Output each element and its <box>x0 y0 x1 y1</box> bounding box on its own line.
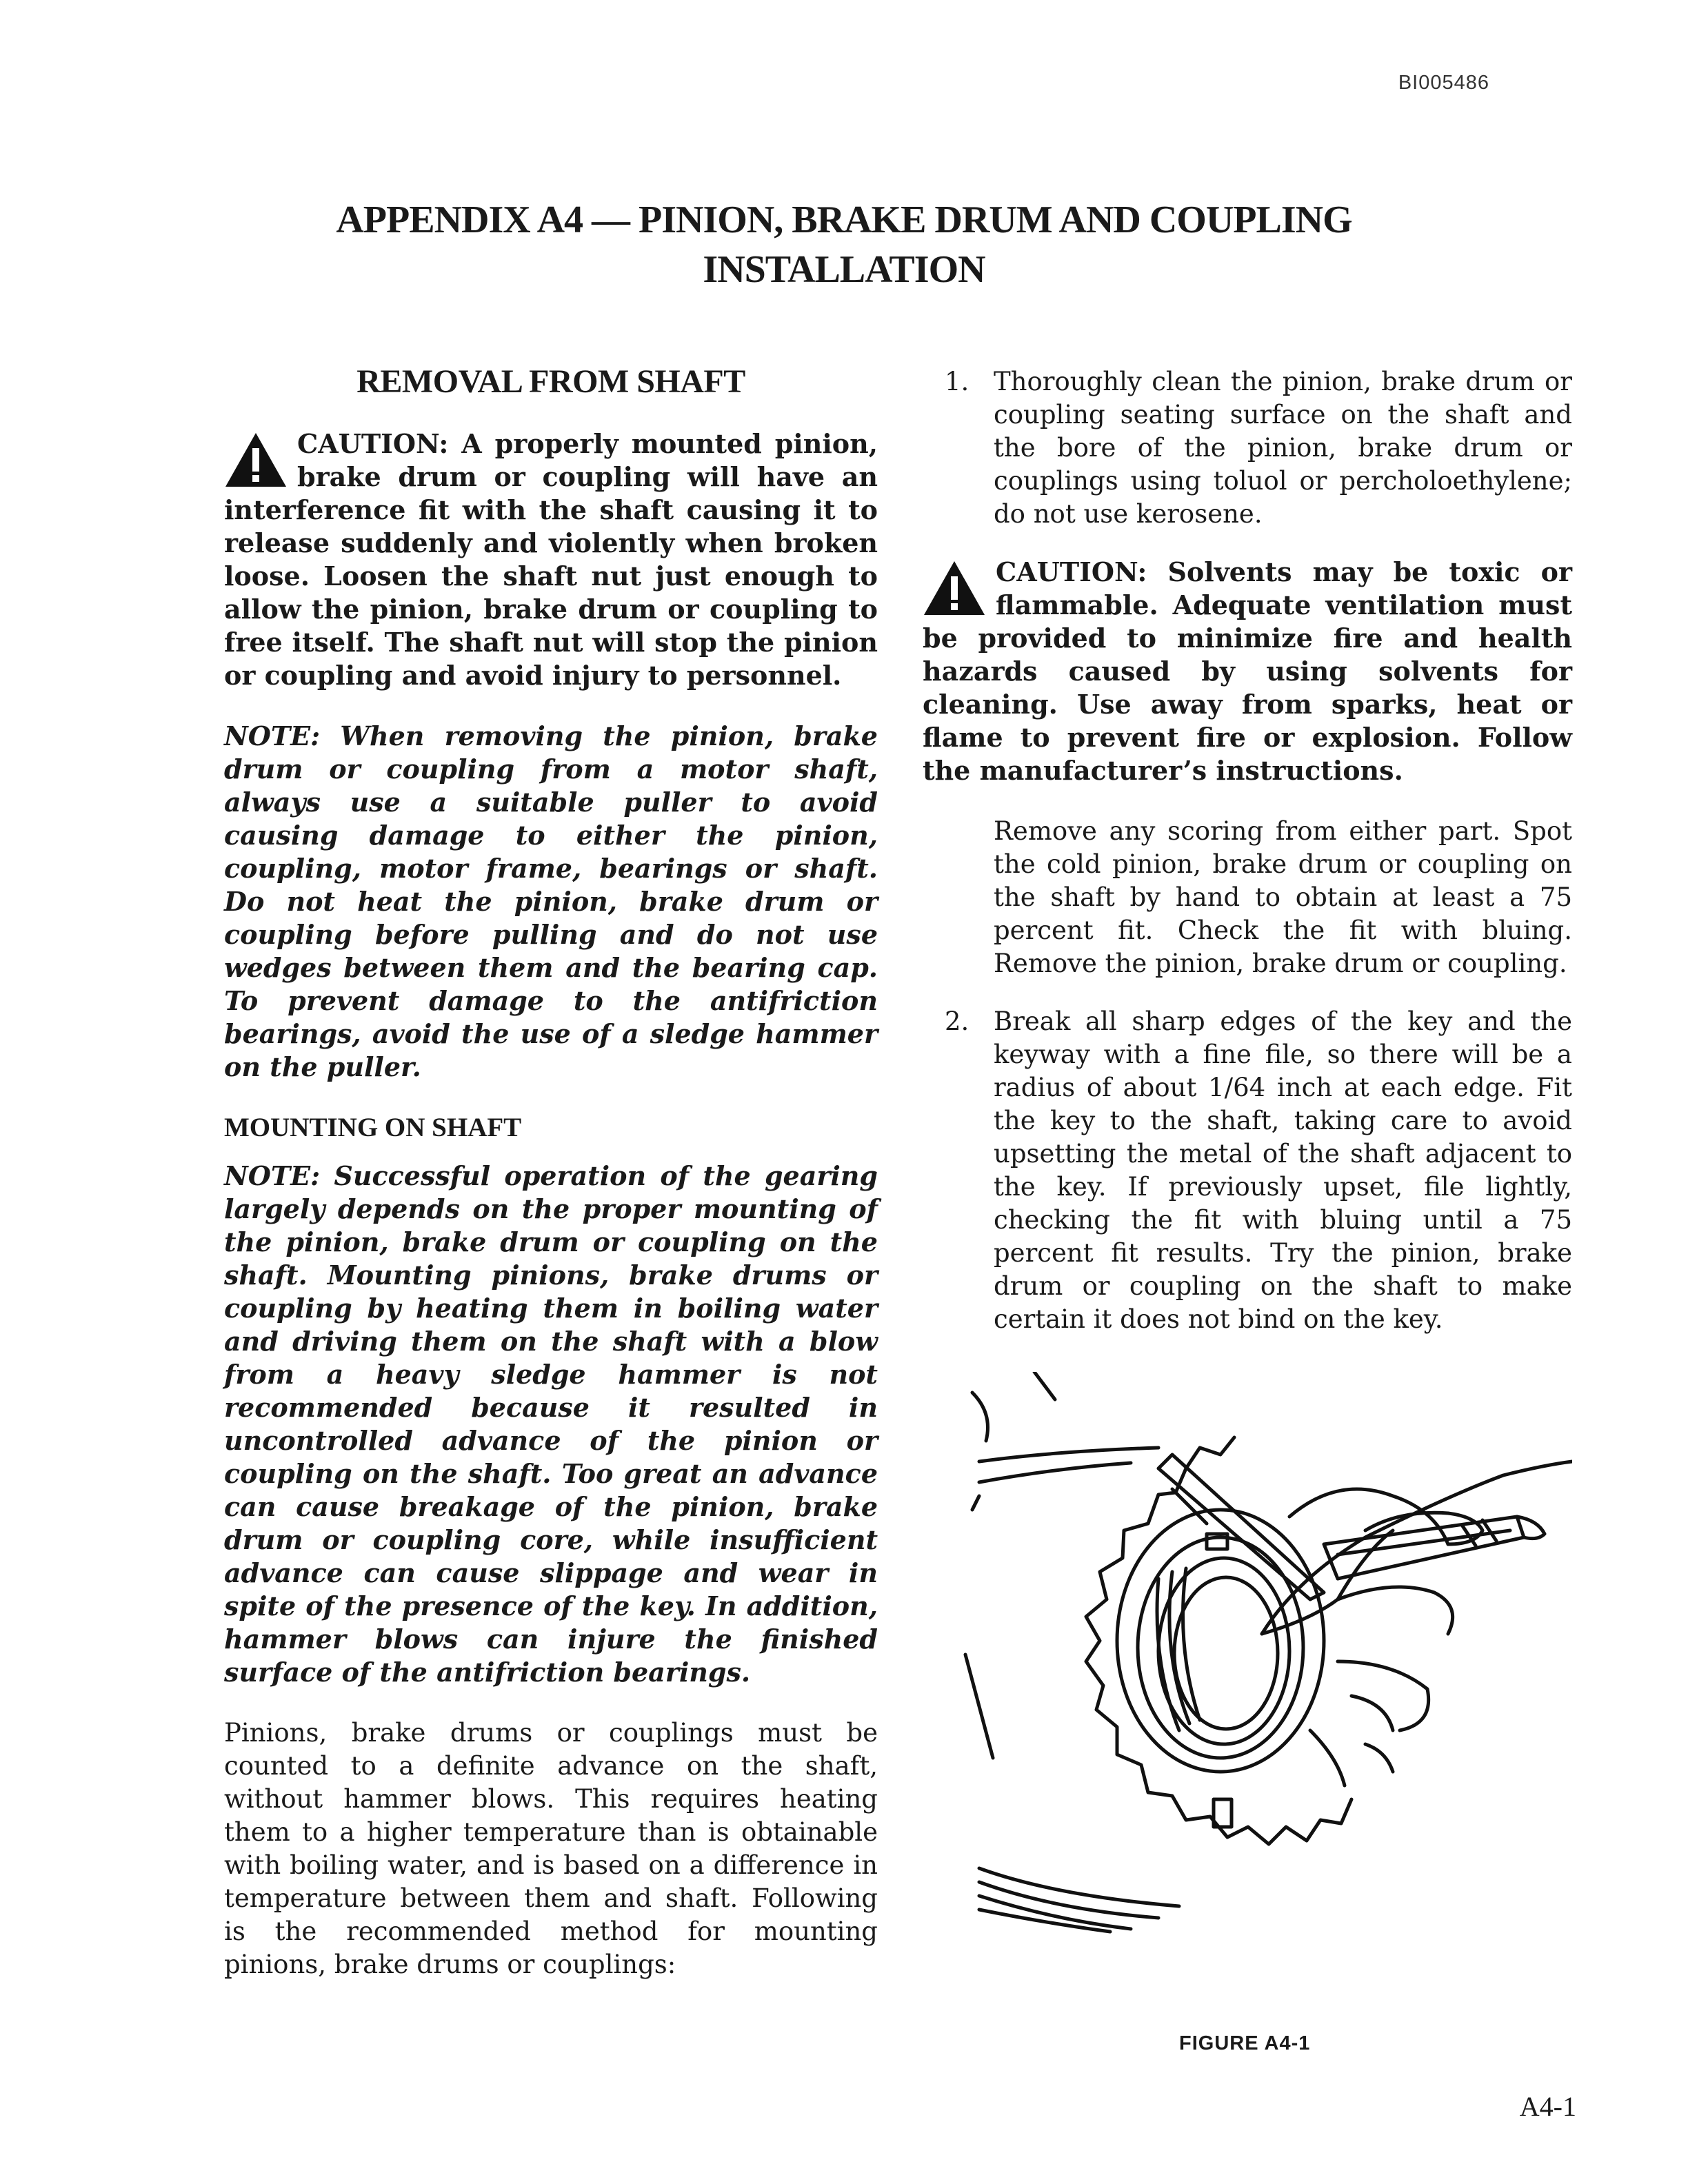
mounting-paragraph: Pinions, brake drums or couplings must be counted to a definite advance on the shaft, without hammer blows. This requires heating them to a higher temperature than is obtainable with boiling water, and is based on a difference in temperature between them and shaft. Following is the recommended method for mounting pinions, brake drums or couplings: <box>224 1718 878 1979</box>
title-line-2: INSTALLATION <box>703 248 985 291</box>
subheading-mounting: MOUNTING ON SHAFT <box>224 1113 522 1142</box>
figure-a4-1-illustration <box>952 1372 1572 2020</box>
warning-triangle-icon <box>923 560 986 616</box>
note-removal: NOTE: When removing the pinion, brake drum or coupling from a motor shaft, always use a suitable puller to avoid causing damage to either the pinion, coupling, motor frame, bearings or shaft. Do not heat the pinion, brake drum or coupling before pulling and do not use wedges between them and the bearing cap. To prevent damage to the antifriction bearings, avoid the use of a sledge hammer on the puller. <box>224 720 878 1082</box>
left-column <box>224 365 878 2006</box>
steps-list-continued <box>923 1005 1572 1336</box>
page-number: A4-1 <box>1519 2091 1576 2122</box>
step-2-text: Break all sharp edges of the key and the keyway with a fine file, so there will be a radius of about 1/64 inch at each edge. Fit the key to the shaft, taking care to avoid upsetting the metal of the shaft adjacent to the key. If previously upset, file lightly, checking the fit with bluing until a 75 percent fit results. Try the pinion, brake drum or coupling on the shaft to make certain it does not bind on the key. <box>994 1007 1572 1334</box>
right-column <box>923 365 1572 1361</box>
warning-triangle-icon <box>224 432 288 488</box>
steps-list <box>923 365 1572 531</box>
step-2-number: 2. <box>945 1007 969 1036</box>
caution-solvents <box>923 556 1572 787</box>
figure-caption: FIGURE A4-1 <box>1179 2032 1311 2054</box>
step-1-continued: Remove any scoring from either part. Spot the cold pinion, brake drum or coupling on the shaft by hand to obtain at least a 75 percent fit. Check the fit with bluing. Remove the pinion, brake drum or coupling. <box>994 816 1572 978</box>
caution-removal-text: CAUTION: A properly mounted pinion, brake drum or coupling will have an interference fit with the shaft causing it to release suddenly and violently when broken loose. Loosen the shaft nut just enough to allow the pinion, brake drum or coupling to free itself. The shaft nut will stop the pinion or coupling and avoid injury to personnel. <box>224 428 878 691</box>
caution-solvents-text: CAUTION: Solvents may be toxic or flammable. Adequate ventilation must be provided to minimize fire and health hazards caused by using solvents for cleaning. Use away from sparks, heat or flame to prevent fire or explosion. Follow the manufacturer’s instructions. <box>923 556 1572 786</box>
step-1 <box>923 365 1572 531</box>
step-1-number: 1. <box>945 367 969 396</box>
caution-removal <box>224 427 878 692</box>
step-1-text: Thoroughly clean the pinion, brake drum or coupling seating surface on the shaft and the bore of the pinion, brake drum or couplings using toluol or percholoethylene; do not use kerosene. <box>994 367 1572 529</box>
page-title <box>207 195 1481 294</box>
step-2 <box>923 1005 1572 1336</box>
section-heading-removal: REMOVAL FROM SHAFT <box>356 363 745 400</box>
note-mounting: NOTE: Successful operation of the gearing largely depends on the proper mounting of the pinion, brake drum or coupling on the shaft. Mounting pinions, brake drums or coupling by heating them in boiling water and driving them on the shaft with a blow from a heavy sledge hammer is not recommended because it resulted in uncontrolled advance of the pinion or coupling on the shaft. Too great an advance can cause breakage of the pinion, brake drum or coupling core, while insufficient advance can cause slippage and wear in spite of the presence of the key. In addition, hammer blows can injure the finished surface of the antifriction bearings. <box>224 1160 878 1688</box>
document-id: BI005486 <box>1398 72 1489 94</box>
title-line-1: APPENDIX A4 — PINION, BRAKE DRUM AND COUPLING <box>336 199 1352 241</box>
